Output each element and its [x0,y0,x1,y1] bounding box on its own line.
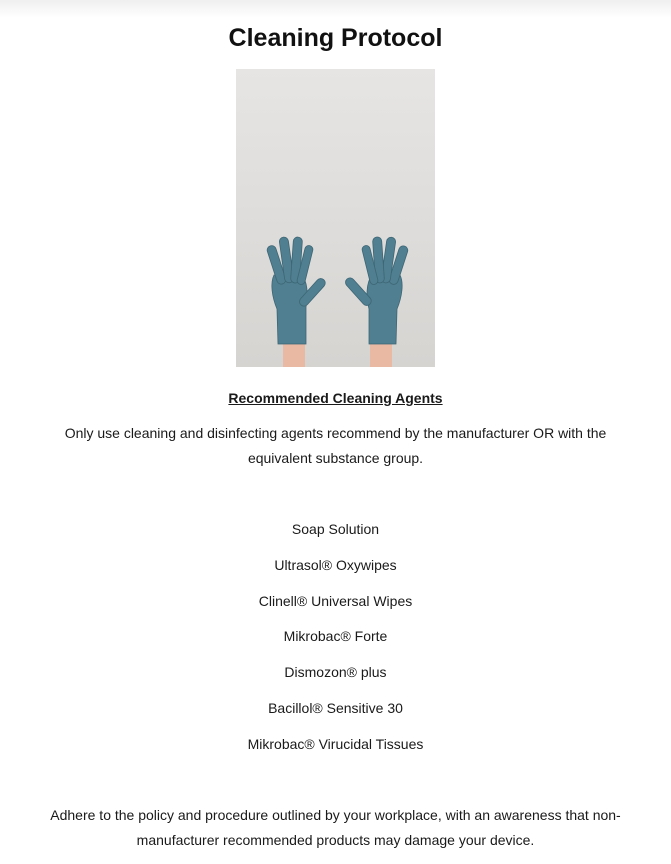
section-heading: Recommended Cleaning Agents [228,390,443,406]
gloved-hands-illustration [236,69,435,367]
left-glove [266,237,327,344]
top-shade [0,0,671,18]
page-title: Cleaning Protocol [228,24,443,52]
list-item: Clinell® Universal Wipes [258,592,413,609]
intro-paragraph: Only use cleaning and disinfecting agents recommend by the manufacturer OR with the equivalent substance group. [64,425,607,466]
list-item: Ultrasol® Oxywipes [274,556,397,573]
list-item: Dismozon® plus [284,664,387,681]
gloved-hands-image [236,69,435,367]
footer-note: Adhere to the policy and procedure outlined by your workplace, with an awareness that non-manufacturer recommended products may damage your device. [50,807,621,848]
cleaning-agents-list [0,517,671,768]
right-glove [344,237,409,344]
list-item: Mikrobac® Virucidal Tissues [247,735,424,752]
list-item: Mikrobac® Forte [283,628,388,645]
list-item: Bacillol® Sensitive 30 [268,699,403,716]
list-item: Soap Solution [291,521,380,537]
